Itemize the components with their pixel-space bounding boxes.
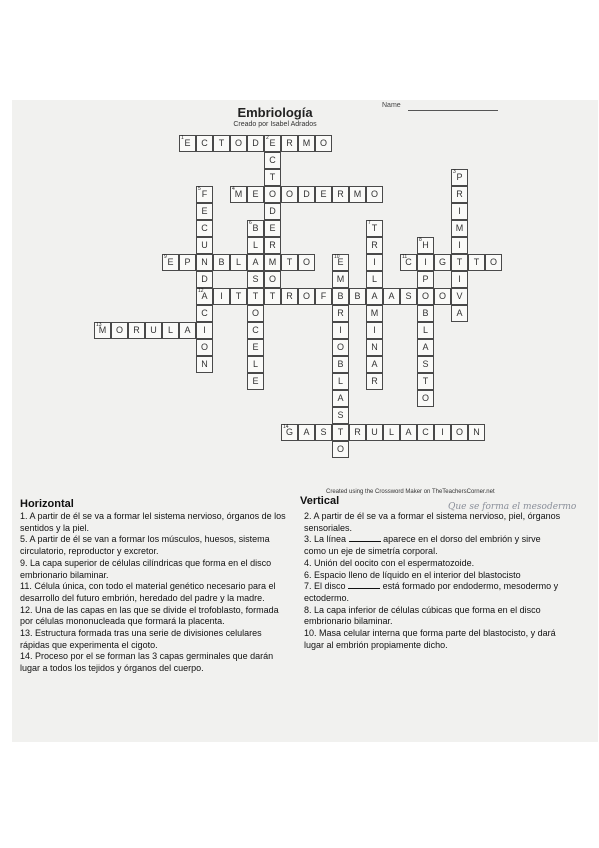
cell-letter: M	[268, 257, 277, 267]
cell-letter: E	[269, 223, 276, 233]
cell-letter: A	[184, 325, 191, 335]
crossword-cell	[298, 135, 315, 152]
crossword-cell	[247, 288, 264, 305]
clue-across-13: 13. Estructura formada tras una serie de divisiones celulares rápidas que experimenta el cigoto.	[20, 628, 262, 650]
cell-number: 3	[453, 169, 456, 175]
crossword-cell	[196, 339, 213, 356]
crossword-cell	[281, 186, 298, 203]
cell-letter: R	[371, 240, 378, 250]
cell-letter: E	[337, 257, 344, 267]
crossword-cell	[332, 407, 349, 424]
crossword-cell	[264, 237, 281, 254]
crossword-cell	[349, 288, 366, 305]
crossword-cell	[128, 322, 145, 339]
crossword-cell	[196, 220, 213, 237]
cell-letter: N	[371, 342, 378, 352]
clue-down-2: 2. A partir de él se va a formar el sistema nervioso, piel, órganos sensoriales.	[304, 511, 561, 533]
crossword-cell	[332, 186, 349, 203]
crossword-cell	[247, 237, 264, 254]
crossword-cell	[264, 203, 281, 220]
cell-letter: L	[388, 427, 394, 437]
crossword-cell	[366, 356, 383, 373]
crossword-cell	[366, 305, 383, 322]
cell-letter: O	[268, 189, 276, 199]
cell-letter: B	[337, 359, 344, 369]
crossword-cell	[298, 288, 315, 305]
crossword-cell	[145, 322, 162, 339]
crossword-cell	[179, 135, 196, 152]
cell-letter: E	[269, 138, 276, 148]
crossword-cell	[332, 288, 349, 305]
crossword-cell	[315, 424, 332, 441]
crossword-cell	[451, 305, 468, 322]
clue-down-4: 4. Unión del oocito con el espermatozoide.	[304, 557, 475, 568]
crossword-cell	[417, 339, 434, 356]
crossword-cell	[366, 271, 383, 288]
crossword-cell	[451, 237, 468, 254]
cell-letter: A	[405, 427, 412, 437]
crossword-cell	[417, 424, 434, 441]
crossword-cell	[247, 186, 264, 203]
crossword-cell	[332, 339, 349, 356]
crossword-cell	[366, 254, 383, 271]
crossword-cell	[94, 322, 111, 339]
crossword-cell	[247, 271, 264, 288]
crossword-cell	[230, 186, 247, 203]
cell-letter: C	[201, 138, 208, 148]
cell-letter: O	[336, 444, 344, 454]
crossword-cell	[332, 424, 349, 441]
cell-number: 2	[266, 135, 269, 141]
crossword-cell	[451, 169, 468, 186]
crossword-cell	[196, 322, 213, 339]
crossword-cell	[264, 169, 281, 186]
crossword-cell	[417, 356, 434, 373]
crossword-cell	[196, 254, 213, 271]
cell-letter: V	[456, 291, 463, 301]
crossword-cell	[451, 424, 468, 441]
crossword-cell	[281, 288, 298, 305]
name-label: Name	[382, 102, 401, 109]
crossword-cell	[332, 373, 349, 390]
crossword-cell	[247, 373, 264, 390]
cell-letter: O	[421, 291, 429, 301]
cell-letter: R	[286, 291, 293, 301]
crossword-cell	[281, 254, 298, 271]
cell-letter: N	[473, 427, 480, 437]
crossword-cell	[230, 288, 247, 305]
crossword-cell	[434, 254, 451, 271]
crossword-cell	[417, 271, 434, 288]
cell-letter: T	[473, 257, 480, 267]
crossword-cell	[366, 186, 383, 203]
crossword-cell	[230, 135, 247, 152]
cell-letter: M	[302, 138, 311, 148]
crossword-cell	[366, 424, 383, 441]
horizontal-clue-list	[20, 511, 292, 675]
cell-number: 14	[283, 424, 289, 430]
vertical-heading: Vertical	[300, 495, 340, 507]
crossword-cell	[417, 254, 434, 271]
crossword-cell	[298, 424, 315, 441]
crossword-cell	[434, 424, 451, 441]
crossword-cell	[417, 373, 434, 390]
crossword-cell	[162, 322, 179, 339]
cell-letter: M	[455, 223, 464, 233]
crossword-cell	[196, 186, 213, 203]
crossword-cell	[247, 339, 264, 356]
crossword-cell	[247, 135, 264, 152]
cell-letter: D	[303, 189, 310, 199]
crossword-cell	[332, 271, 349, 288]
cell-letter: B	[354, 291, 361, 301]
cell-letter: A	[371, 359, 378, 369]
crossword-cell	[366, 237, 383, 254]
cell-letter: D	[269, 206, 276, 216]
cell-letter: F	[320, 291, 327, 301]
cell-letter: B	[218, 257, 225, 267]
crossword-cell	[366, 373, 383, 390]
worksheet-author: Creado por Isabel Adrados	[233, 121, 317, 128]
cell-letter: R	[133, 325, 140, 335]
cell-letter: T	[371, 223, 378, 233]
cell-letter: R	[337, 308, 344, 318]
crossword-cell	[451, 203, 468, 220]
cell-number: 7	[368, 220, 371, 226]
crossword-cell	[383, 424, 400, 441]
cell-letter: D	[201, 274, 208, 284]
cell-letter: O	[421, 393, 429, 403]
answer-blank	[348, 588, 380, 589]
cell-letter: S	[320, 427, 327, 437]
cell-number: 6	[249, 220, 252, 226]
cell-letter: T	[337, 427, 344, 437]
clue-down-3: 3. La línea aparece en el dorso del embrión y sirve como un eje de simetría corporal.	[304, 534, 541, 557]
cell-letter: R	[337, 189, 344, 199]
cell-letter: I	[424, 257, 427, 267]
cell-letter: A	[388, 291, 395, 301]
cell-letter: A	[252, 257, 259, 267]
crossword-cell	[468, 424, 485, 441]
cell-letter: O	[302, 257, 310, 267]
answer-blank	[349, 541, 381, 542]
crossword-cell	[315, 135, 332, 152]
crossword-cell	[196, 135, 213, 152]
cell-letter: L	[422, 325, 428, 335]
crossword-cell	[366, 322, 383, 339]
cell-letter: L	[252, 359, 258, 369]
cell-letter: C	[422, 427, 429, 437]
cell-letter: L	[235, 257, 241, 267]
cell-letter: O	[115, 325, 123, 335]
cell-letter: S	[405, 291, 412, 301]
cell-letter: A	[303, 427, 310, 437]
crossword-cell	[383, 288, 400, 305]
cell-letter: U	[201, 240, 208, 250]
cell-number: 1	[181, 135, 184, 141]
cell-number: 11	[402, 254, 408, 260]
crossword-cell	[349, 186, 366, 203]
cell-letter: E	[320, 189, 327, 199]
cell-letter: C	[269, 155, 276, 165]
crossword-cell	[247, 220, 264, 237]
cell-letter: R	[371, 376, 378, 386]
cell-letter: E	[184, 138, 191, 148]
crossword-cell	[400, 424, 417, 441]
crossword-cell	[281, 135, 298, 152]
crossword-cell	[196, 356, 213, 373]
cell-letter: O	[489, 257, 497, 267]
vertical-clue-list	[304, 511, 562, 651]
cell-letter: O	[370, 189, 378, 199]
cell-letter: I	[441, 427, 444, 437]
cell-letter: L	[337, 376, 343, 386]
cell-letter: A	[371, 291, 378, 301]
cell-letter: A	[201, 291, 208, 301]
cell-letter: A	[422, 342, 429, 352]
clue-across-12: 12. Una de las capas en las que se divide el trofoblasto, formada por células mononucleada que formará la placenta.	[20, 604, 279, 627]
cell-letter: O	[268, 274, 276, 284]
cell-letter: O	[438, 291, 446, 301]
cell-letter: I	[458, 240, 461, 250]
cell-letter: E	[252, 342, 259, 352]
cell-letter: O	[285, 189, 293, 199]
crossword-cell	[451, 220, 468, 237]
crossword-cell	[162, 254, 179, 271]
crossword-cell	[417, 305, 434, 322]
crossword-cell	[468, 254, 485, 271]
crossword-cell	[247, 254, 264, 271]
clue-down-10: 10. Masa celular interna que forma parte del blastocisto, y dará lugar al embrión propiamente dicho.	[304, 628, 556, 650]
cell-letter: G	[285, 427, 293, 437]
crossword-cell	[264, 186, 281, 203]
clue-down-8: 8. La capa inferior de células cúbicas que forma en el disco embrionario bilaminar.	[304, 604, 541, 627]
cell-letter: T	[252, 291, 259, 301]
cell-letter: I	[339, 325, 342, 335]
cell-letter: O	[336, 342, 344, 352]
cell-letter: P	[422, 274, 429, 284]
crossword-cell	[366, 288, 383, 305]
cell-letter: T	[286, 257, 293, 267]
cell-letter: T	[269, 172, 276, 182]
cell-letter: L	[252, 240, 258, 250]
cell-letter: B	[422, 308, 429, 318]
crossword-cell	[247, 305, 264, 322]
cell-letter: T	[456, 257, 463, 267]
cell-letter: B	[252, 223, 259, 233]
horizontal-heading: Horizontal	[20, 498, 74, 510]
cell-letter: E	[252, 189, 259, 199]
clue-down-6: 6. Espacio lleno de líquido en el interior del blastocisto	[304, 569, 521, 580]
cell-number: 9	[164, 254, 167, 260]
crossword-cell	[298, 254, 315, 271]
clue-across-5: 5. A partir de él se van a formar los músculos, huesos, sistema circulatorio, reproductor y excretor.	[20, 534, 270, 557]
cell-letter: T	[269, 291, 276, 301]
crossword-cell	[264, 271, 281, 288]
cell-letter: R	[456, 189, 463, 199]
cell-letter: L	[167, 325, 173, 335]
cell-letter: I	[458, 206, 461, 216]
crossword-cell	[111, 322, 128, 339]
cell-letter: I	[203, 325, 206, 335]
crossword-cell	[366, 220, 383, 237]
cell-letter: O	[302, 291, 310, 301]
crossword-cell	[213, 254, 230, 271]
cell-letter: D	[252, 138, 259, 148]
cell-letter: N	[201, 359, 208, 369]
cell-number: 5	[198, 186, 201, 192]
cell-letter: L	[371, 274, 377, 284]
crossword-cell	[196, 237, 213, 254]
cell-letter: S	[422, 359, 429, 369]
crossword-cell	[400, 254, 417, 271]
handwritten-note: Que se forma el mesodermo	[448, 502, 577, 512]
crossword-cell	[264, 288, 281, 305]
crossword-cell	[332, 254, 349, 271]
crossword-cell	[315, 288, 332, 305]
cell-letter: E	[167, 257, 174, 267]
crossword-cell	[179, 322, 196, 339]
cell-letter: A	[456, 308, 463, 318]
cell-letter: S	[337, 410, 344, 420]
cell-letter: G	[438, 257, 446, 267]
cell-letter: H	[422, 240, 429, 250]
crossword-cell	[451, 254, 468, 271]
cell-letter: O	[234, 138, 242, 148]
cell-number: 10	[334, 254, 340, 260]
crossword-cell	[417, 288, 434, 305]
cell-letter: R	[269, 240, 276, 250]
cell-letter: T	[218, 138, 225, 148]
cell-letter: B	[337, 291, 344, 301]
crossword-cell	[196, 288, 213, 305]
cell-letter: N	[201, 257, 208, 267]
crossword-cell	[366, 339, 383, 356]
cell-letter: A	[337, 393, 344, 403]
cell-letter: T	[235, 291, 242, 301]
crossword-cell	[434, 288, 451, 305]
cell-letter: O	[319, 138, 327, 148]
crossword-cell	[451, 271, 468, 288]
crossword-cell	[451, 288, 468, 305]
crossword-cell	[179, 254, 196, 271]
crossword-cell	[332, 305, 349, 322]
clue-across-1: 1. A partir de él se va a formar lel sistema nervioso, órganos de los sentidos y la piel.	[20, 511, 286, 533]
cell-letter: P	[456, 172, 463, 182]
crossword-cell	[332, 390, 349, 407]
crossword-cell	[332, 322, 349, 339]
cell-letter: U	[371, 427, 378, 437]
crossword-cell	[400, 288, 417, 305]
cell-letter: C	[201, 308, 208, 318]
crossword-cell	[264, 135, 281, 152]
crossword-cell	[196, 271, 213, 288]
crossword-cell	[417, 322, 434, 339]
cell-letter: R	[286, 138, 293, 148]
crossword-cell	[264, 152, 281, 169]
crossword-cell	[485, 254, 502, 271]
crossword-cell	[332, 356, 349, 373]
crossword-cell	[247, 356, 264, 373]
crossword-cell	[315, 186, 332, 203]
cell-number: 4	[232, 186, 235, 192]
crossword-cell	[264, 220, 281, 237]
crossword-cell	[281, 424, 298, 441]
cell-letter: I	[373, 257, 376, 267]
crossword-cell	[247, 322, 264, 339]
cell-letter: M	[98, 325, 107, 335]
cell-letter: I	[458, 274, 461, 284]
cell-letter: S	[252, 274, 259, 284]
crossword-cell	[230, 254, 247, 271]
cell-letter: O	[455, 427, 463, 437]
cell-letter: T	[422, 376, 429, 386]
cell-letter: U	[150, 325, 157, 335]
crossword-cell	[332, 441, 349, 458]
crossword-cell	[264, 254, 281, 271]
crossword-cell	[196, 305, 213, 322]
cell-letter: O	[200, 342, 208, 352]
crossword-credit: Created using the Crossword Maker on TheTeachersCorner.net	[326, 489, 495, 495]
cell-letter: M	[336, 274, 345, 284]
crossword-cell	[417, 237, 434, 254]
clue-across-11: 11. Célula única, con todo el material genético necesario para el desarrollo del futuro embrión, heredado del padre y la madre.	[20, 581, 276, 603]
crossword-cell	[451, 186, 468, 203]
cell-letter: C	[405, 257, 412, 267]
cell-letter: R	[354, 427, 361, 437]
clue-across-14: 14. Proceso por el se forman las 3 capas germinales que darán lugar a todos los tejidos y órganos del cuerpo.	[20, 651, 274, 674]
cell-letter: C	[252, 325, 259, 335]
cell-number: 13	[96, 322, 102, 328]
cell-number: 12	[198, 288, 204, 294]
clue-down-7: 7. El disco está formado por endodermo, mesodermo y ectodermo.	[304, 581, 559, 603]
crossword-cell	[213, 288, 230, 305]
crossword-cell	[213, 135, 230, 152]
cell-number: 8	[419, 237, 422, 243]
clue-across-9: 9. La capa superior de células cilíndricas que forma en el disco embrionario bilaminar.	[20, 557, 272, 580]
cell-letter: F	[201, 189, 208, 199]
cell-letter: P	[184, 257, 191, 267]
crossword-cell	[417, 390, 434, 407]
crossword-cell	[349, 424, 366, 441]
crossword-cell	[298, 186, 315, 203]
cell-letter: M	[370, 308, 379, 318]
cell-letter: I	[373, 325, 376, 335]
cell-letter: O	[251, 308, 259, 318]
crossword-cell	[196, 203, 213, 220]
cell-letter: C	[201, 223, 208, 233]
cell-letter: M	[234, 189, 243, 199]
cell-letter: E	[201, 206, 208, 216]
worksheet-title: Embriología	[237, 105, 313, 120]
cell-letter: E	[252, 376, 259, 386]
cell-letter: M	[353, 189, 362, 199]
cell-letter: I	[220, 291, 223, 301]
